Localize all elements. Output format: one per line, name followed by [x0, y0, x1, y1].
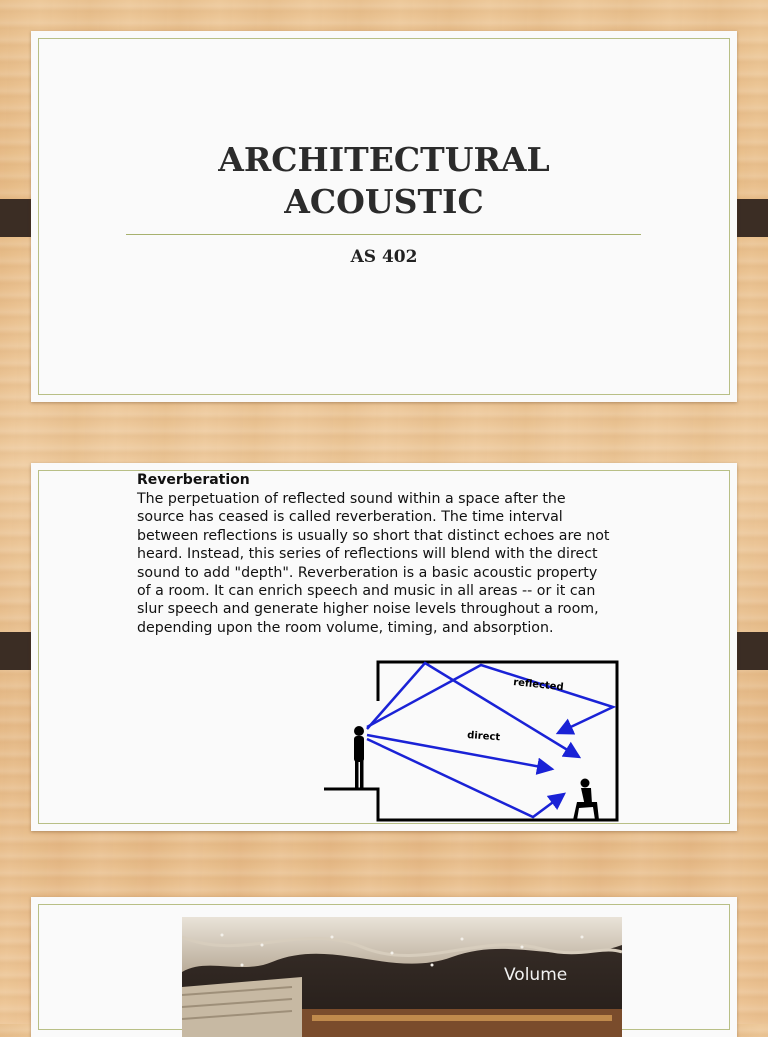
- concert-hall-photo: [182, 917, 622, 1037]
- reverberation-diagram: [321, 659, 621, 824]
- slide-title-line-1: ARCHITECTURAL: [218, 140, 550, 179]
- title-divider: [126, 234, 641, 235]
- reflected-ray-3: [367, 739, 564, 817]
- course-code: AS 402: [350, 247, 418, 267]
- direct-label: direct: [466, 730, 501, 744]
- body-paragraph: The perpetuation of reflected sound within a space after the source has ceased is called reverberation. The time interval between reflections is usually so short that distinct echoes are not heard. Instead, this series of reflections will blend with the direct sound to add "depth". Reverberation is a basic acoustic property of a room. It can enrich speech and music in all areas -- or it can slur speech and generate higher noise levels throughout a room, depending upon the room volume, timing, and absorption.: [137, 491, 610, 636]
- photo-caption: Volume: [504, 965, 568, 985]
- volume-slide[interactable]: [31, 897, 737, 1037]
- speaker-silhouette-icon: [354, 726, 364, 789]
- title-slide[interactable]: [31, 31, 737, 402]
- reflected-ray-2: [367, 665, 613, 733]
- listener-silhouette-icon: [573, 779, 599, 821]
- slide-title-line-2: ACOUSTIC: [284, 182, 484, 221]
- section-heading: Reverberation: [137, 472, 250, 488]
- reflected-label: reflected: [512, 677, 565, 694]
- slide-title: [31, 139, 737, 223]
- reverberation-slide[interactable]: [31, 463, 737, 831]
